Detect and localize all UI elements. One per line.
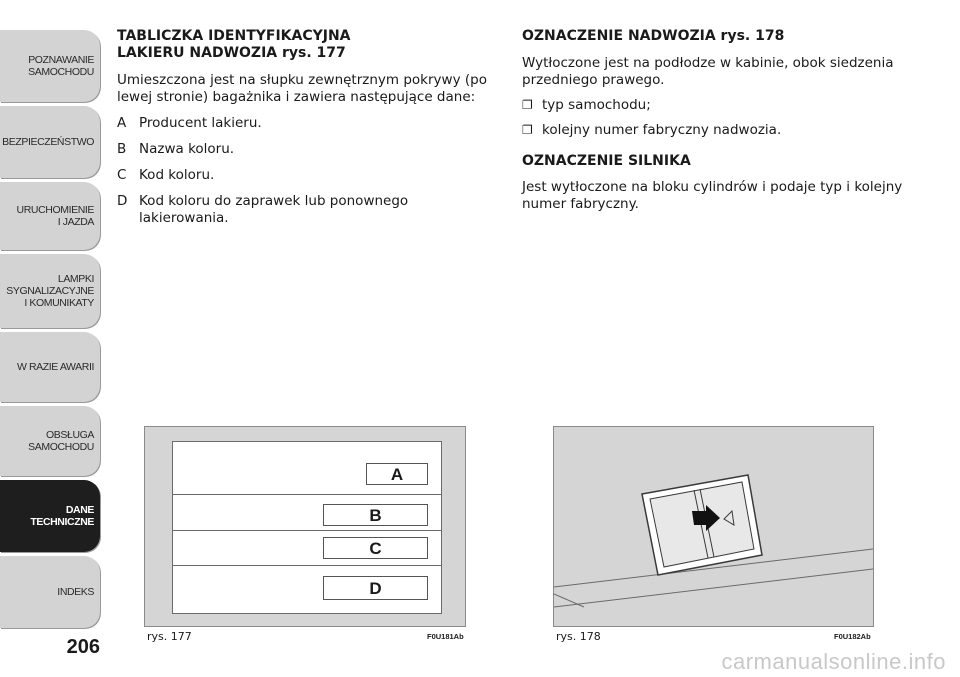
list-item-label: D [117, 193, 128, 209]
list-item-label: C [117, 167, 127, 183]
right-column [522, 28, 917, 213]
list-item [117, 115, 497, 132]
list-item-text: Kod koloru. [139, 167, 215, 183]
list-item-text: kolejny numer fabryczny nadwozia. [542, 122, 782, 138]
tab-poznawanie-samochodu[interactable]: POZNAWANIE SAMOCHODU [0, 30, 100, 102]
plate-field-c: C [323, 537, 428, 559]
tab-uruchomienie-i-jazda[interactable]: URUCHOMIENIE I JAZDA [0, 182, 100, 250]
figure-178-caption: rys. 178 [556, 630, 601, 643]
watermark: carmanualsonline.info [721, 649, 946, 674]
list-item-label: A [117, 115, 127, 131]
paint-plate-heading: TABLICZKA IDENTYFIKACYJNA LAKIERU NADWOZIA rys. 177 [117, 28, 351, 61]
list-item [117, 141, 497, 158]
checkbox-bullet-icon: ❐ [522, 123, 533, 137]
list-item-text: Nazwa koloru. [139, 141, 235, 157]
left-column [117, 28, 497, 227]
tab-w-razie-awarii[interactable]: W RAZIE AWARII [0, 332, 100, 402]
checkbox-bullet-icon: ❐ [522, 98, 533, 112]
list-item-text: Kod koloru do zaprawek lub ponownego lakierowania. [139, 193, 409, 226]
plate-field-b: B [323, 504, 428, 526]
figure-177-caption: rys. 177 [147, 630, 192, 643]
plate-field-a: A [366, 463, 428, 485]
list-item [522, 97, 917, 114]
tab-bezpieczenstwo[interactable]: BEZPIECZEŃSTWO [0, 106, 100, 178]
tab-lampki-sygnalizacyjne[interactable]: LAMPKI SYGNALIZACYJNE I KOMUNIKATY [0, 254, 100, 328]
paint-plate-intro: Umieszczona jest na słupku zewnętrznym pokrywy (po lewej stronie) bagażnika i zawiera następujące dane: [117, 72, 487, 105]
figure-178-code: F0U182Ab [834, 632, 871, 641]
figure-178 [553, 426, 874, 627]
tab-dane-techniczne[interactable]: DANE TECHNICZNE [0, 480, 100, 552]
list-item [117, 167, 497, 184]
body-marking-heading: OZNACZENIE NADWOZIA rys. 178 [522, 28, 785, 44]
list-item-label: B [117, 141, 127, 157]
list-item-text: typ samochodu; [542, 97, 651, 113]
figure-177-code: F0U181Ab [427, 632, 464, 641]
body-marking-illustration [554, 427, 873, 626]
list-item [522, 122, 917, 139]
paint-plate-illustration [172, 441, 442, 614]
figure-177 [144, 426, 466, 627]
tab-obsluga-samochodu[interactable]: OBSŁUGA SAMOCHODU [0, 406, 100, 476]
tab-indeks[interactable]: INDEKS [0, 556, 100, 628]
list-item-text: Producent lakieru. [139, 115, 262, 131]
plate-field-d: D [323, 576, 428, 600]
page-number: 206 [66, 636, 100, 658]
engine-marking-text: Jest wytłoczone na bloku cylindrów i podaje typ i kolejny numer fabryczny. [522, 179, 903, 212]
engine-marking-heading: OZNACZENIE SILNIKA [522, 153, 691, 169]
body-marking-text: Wytłoczone jest na podłodze w kabinie, obok siedzenia przedniego prawego. [522, 55, 894, 88]
list-item [117, 193, 497, 227]
